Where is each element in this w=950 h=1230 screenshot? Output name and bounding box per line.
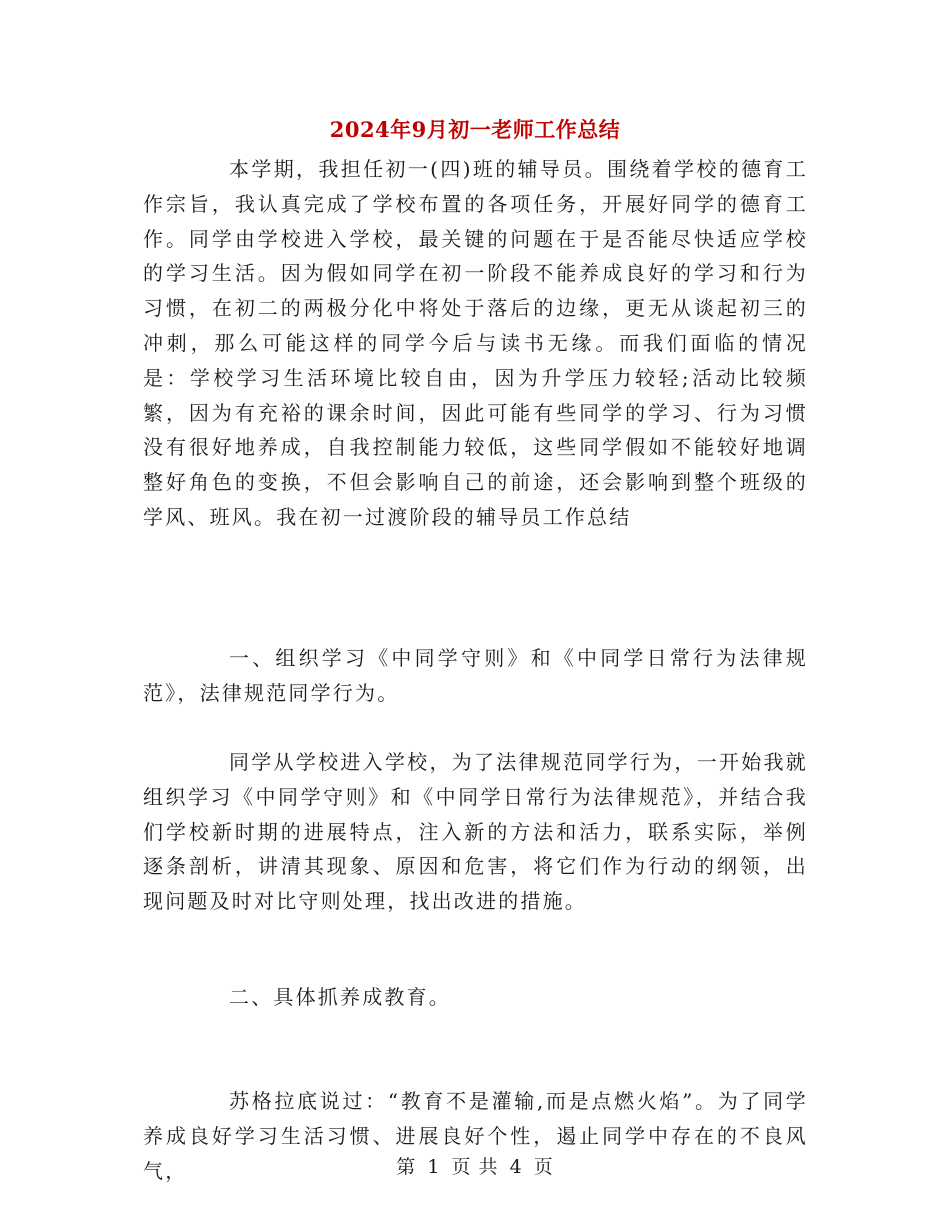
paragraph-section-1: 同学从学校进入学校，为了法律规范同学行为，一开始我就组织学习《中同学守则》和《中同学日常行为法律规范》，并结合我们学校新时期的进展特点，注入新的方法和活力，联系实际，举例逐条剖析，讲清其现象、原因和危害，将它们作为行动的纲领，出现问题及时对比守则处理，找出改进的措施。 [143, 750, 808, 914]
section-heading-2: 二、具体抓养成教育。 [229, 985, 451, 1009]
footer-suffix: 页 [533, 1156, 554, 1178]
footer-total-pages: 4 [509, 1156, 523, 1178]
footer-page-number: 1 [427, 1156, 441, 1178]
document-title: 2024年9月初一老师工作总结 [329, 117, 621, 142]
footer-middle: 页 共 [451, 1156, 499, 1178]
section-heading-1: 一、组织学习《中同学守则》和《中同学日常行为法律规范》，法律规范同学行为。 [143, 646, 808, 705]
footer-prefix: 第 [396, 1156, 417, 1178]
paragraph-intro: 本学期，我担任初一(四)班的辅导员。围绕着学校的德育工作宗旨，我认真完成了学校布置的各项任务，开展好同学的德育工作。同学由学校进入学校，最关键的问题在于是否能尽快适应学校的学习生活。因为假如同学在初一阶段不能养成良好的学习和行为习惯，在初二的两极分化中将处于落后的边缘，更无从谈起初三的冲刺，那么可能这样的同学今后与读书无缘。而我们面临的情况是：学校学习生活环境比较自由，因为升学压力较轻;活动比较频繁，因为有充裕的课余时间，因此可能有些同学的学习、行为习惯没有很好地养成，自我控制能力较低，这些同学假如不能较好地调整好角色的变换，不但会影响自己的前途，还会影响到整个班级的学风、班风。我在初一过渡阶段的辅导员工作总结 [143, 157, 808, 529]
page-footer [0, 1152, 950, 1179]
paragraph-section-2: 苏格拉底说过：“教育不是灌输,而是点燃火焰”。为了同学养成良好学习生活习惯、进展良好个性，遏止同学中存在的不良风气， [143, 1089, 808, 1183]
